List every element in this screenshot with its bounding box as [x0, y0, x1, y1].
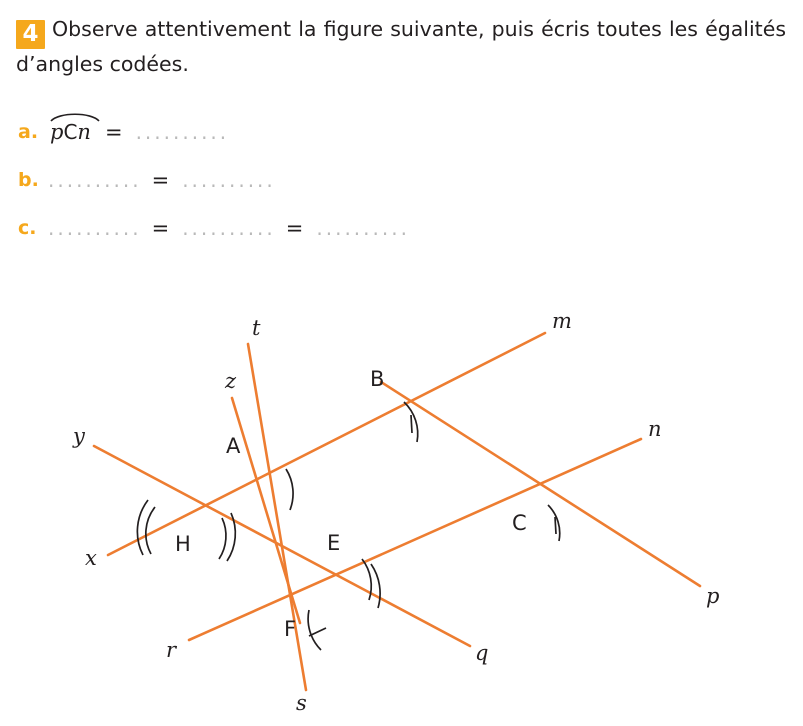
geometry-figure	[0, 278, 803, 726]
angle-mark-a	[286, 469, 293, 510]
ray-label-x: x	[85, 546, 97, 570]
angle-side-1: p	[50, 120, 64, 144]
ray-label-n: n	[648, 417, 662, 441]
angle-mark-c-tick	[555, 517, 556, 534]
angle-side-2: n	[77, 120, 91, 144]
exercise-number-badge: 4	[16, 20, 45, 49]
equals-sign-c1: =	[151, 216, 170, 240]
answer-blank-c3[interactable]: ..........	[316, 216, 410, 240]
ray-label-p: p	[706, 584, 720, 608]
ray-label-y: y	[73, 424, 85, 448]
angle-mark-h-right-inner	[219, 518, 226, 559]
point-label-C: C	[512, 511, 527, 535]
point-label-B: B	[370, 367, 385, 391]
angle-expression-pcn	[48, 120, 93, 144]
ray-label-s: s	[296, 691, 307, 715]
answer-blank-c1[interactable]: ..........	[48, 216, 142, 240]
answer-blank-b1[interactable]: ..........	[48, 168, 142, 192]
answer-blank-a1[interactable]: ..........	[135, 120, 230, 144]
ray-label-t: t	[252, 316, 261, 340]
point-label-F: F	[284, 617, 297, 641]
angle-vertex: C	[63, 120, 78, 144]
angle-hat-icon	[49, 111, 101, 123]
equals-sign-c2: =	[285, 216, 304, 240]
angle-mark-b-tick	[411, 415, 412, 433]
angle-mark-f	[308, 610, 321, 650]
point-label-H: H	[175, 532, 191, 556]
answer-row-a	[18, 108, 778, 156]
ray-label-m: m	[552, 309, 572, 333]
answer-label-b: b.	[18, 169, 39, 191]
answer-row-b	[18, 156, 778, 204]
angle-mark-c	[548, 505, 560, 541]
answer-label-c: c.	[18, 217, 37, 239]
angle-mark-e-inner	[371, 564, 380, 608]
equals-sign-b: =	[151, 168, 170, 192]
answer-row-c	[18, 204, 778, 252]
point-label-A: A	[226, 434, 241, 458]
line-z-branch	[232, 398, 300, 623]
exercise-header	[16, 14, 786, 80]
answer-blank-b2[interactable]: ..........	[182, 168, 276, 192]
line-r-n	[189, 439, 641, 640]
equals-sign-a: =	[104, 120, 123, 144]
answer-blank-c2[interactable]: ..........	[182, 216, 276, 240]
answer-list	[18, 108, 778, 252]
exercise-statement-text: Observe attentivement la figure suivante, puis écris toutes les égalités d’angles codées.	[16, 17, 786, 76]
angle-mark-e-outer	[362, 559, 371, 600]
figure-lines	[94, 333, 700, 690]
figure-canvas	[0, 278, 803, 726]
line-b-p	[381, 382, 700, 586]
line-t-s	[248, 344, 306, 690]
ray-label-r: r	[166, 638, 177, 662]
ray-label-z: z	[225, 369, 237, 393]
answer-label-a: a.	[18, 121, 39, 143]
exercise-statement	[16, 14, 786, 80]
point-label-E: E	[327, 531, 341, 555]
angle-mark-f-tick	[309, 628, 326, 636]
angle-marks	[137, 402, 559, 650]
ray-label-q: q	[475, 641, 489, 665]
